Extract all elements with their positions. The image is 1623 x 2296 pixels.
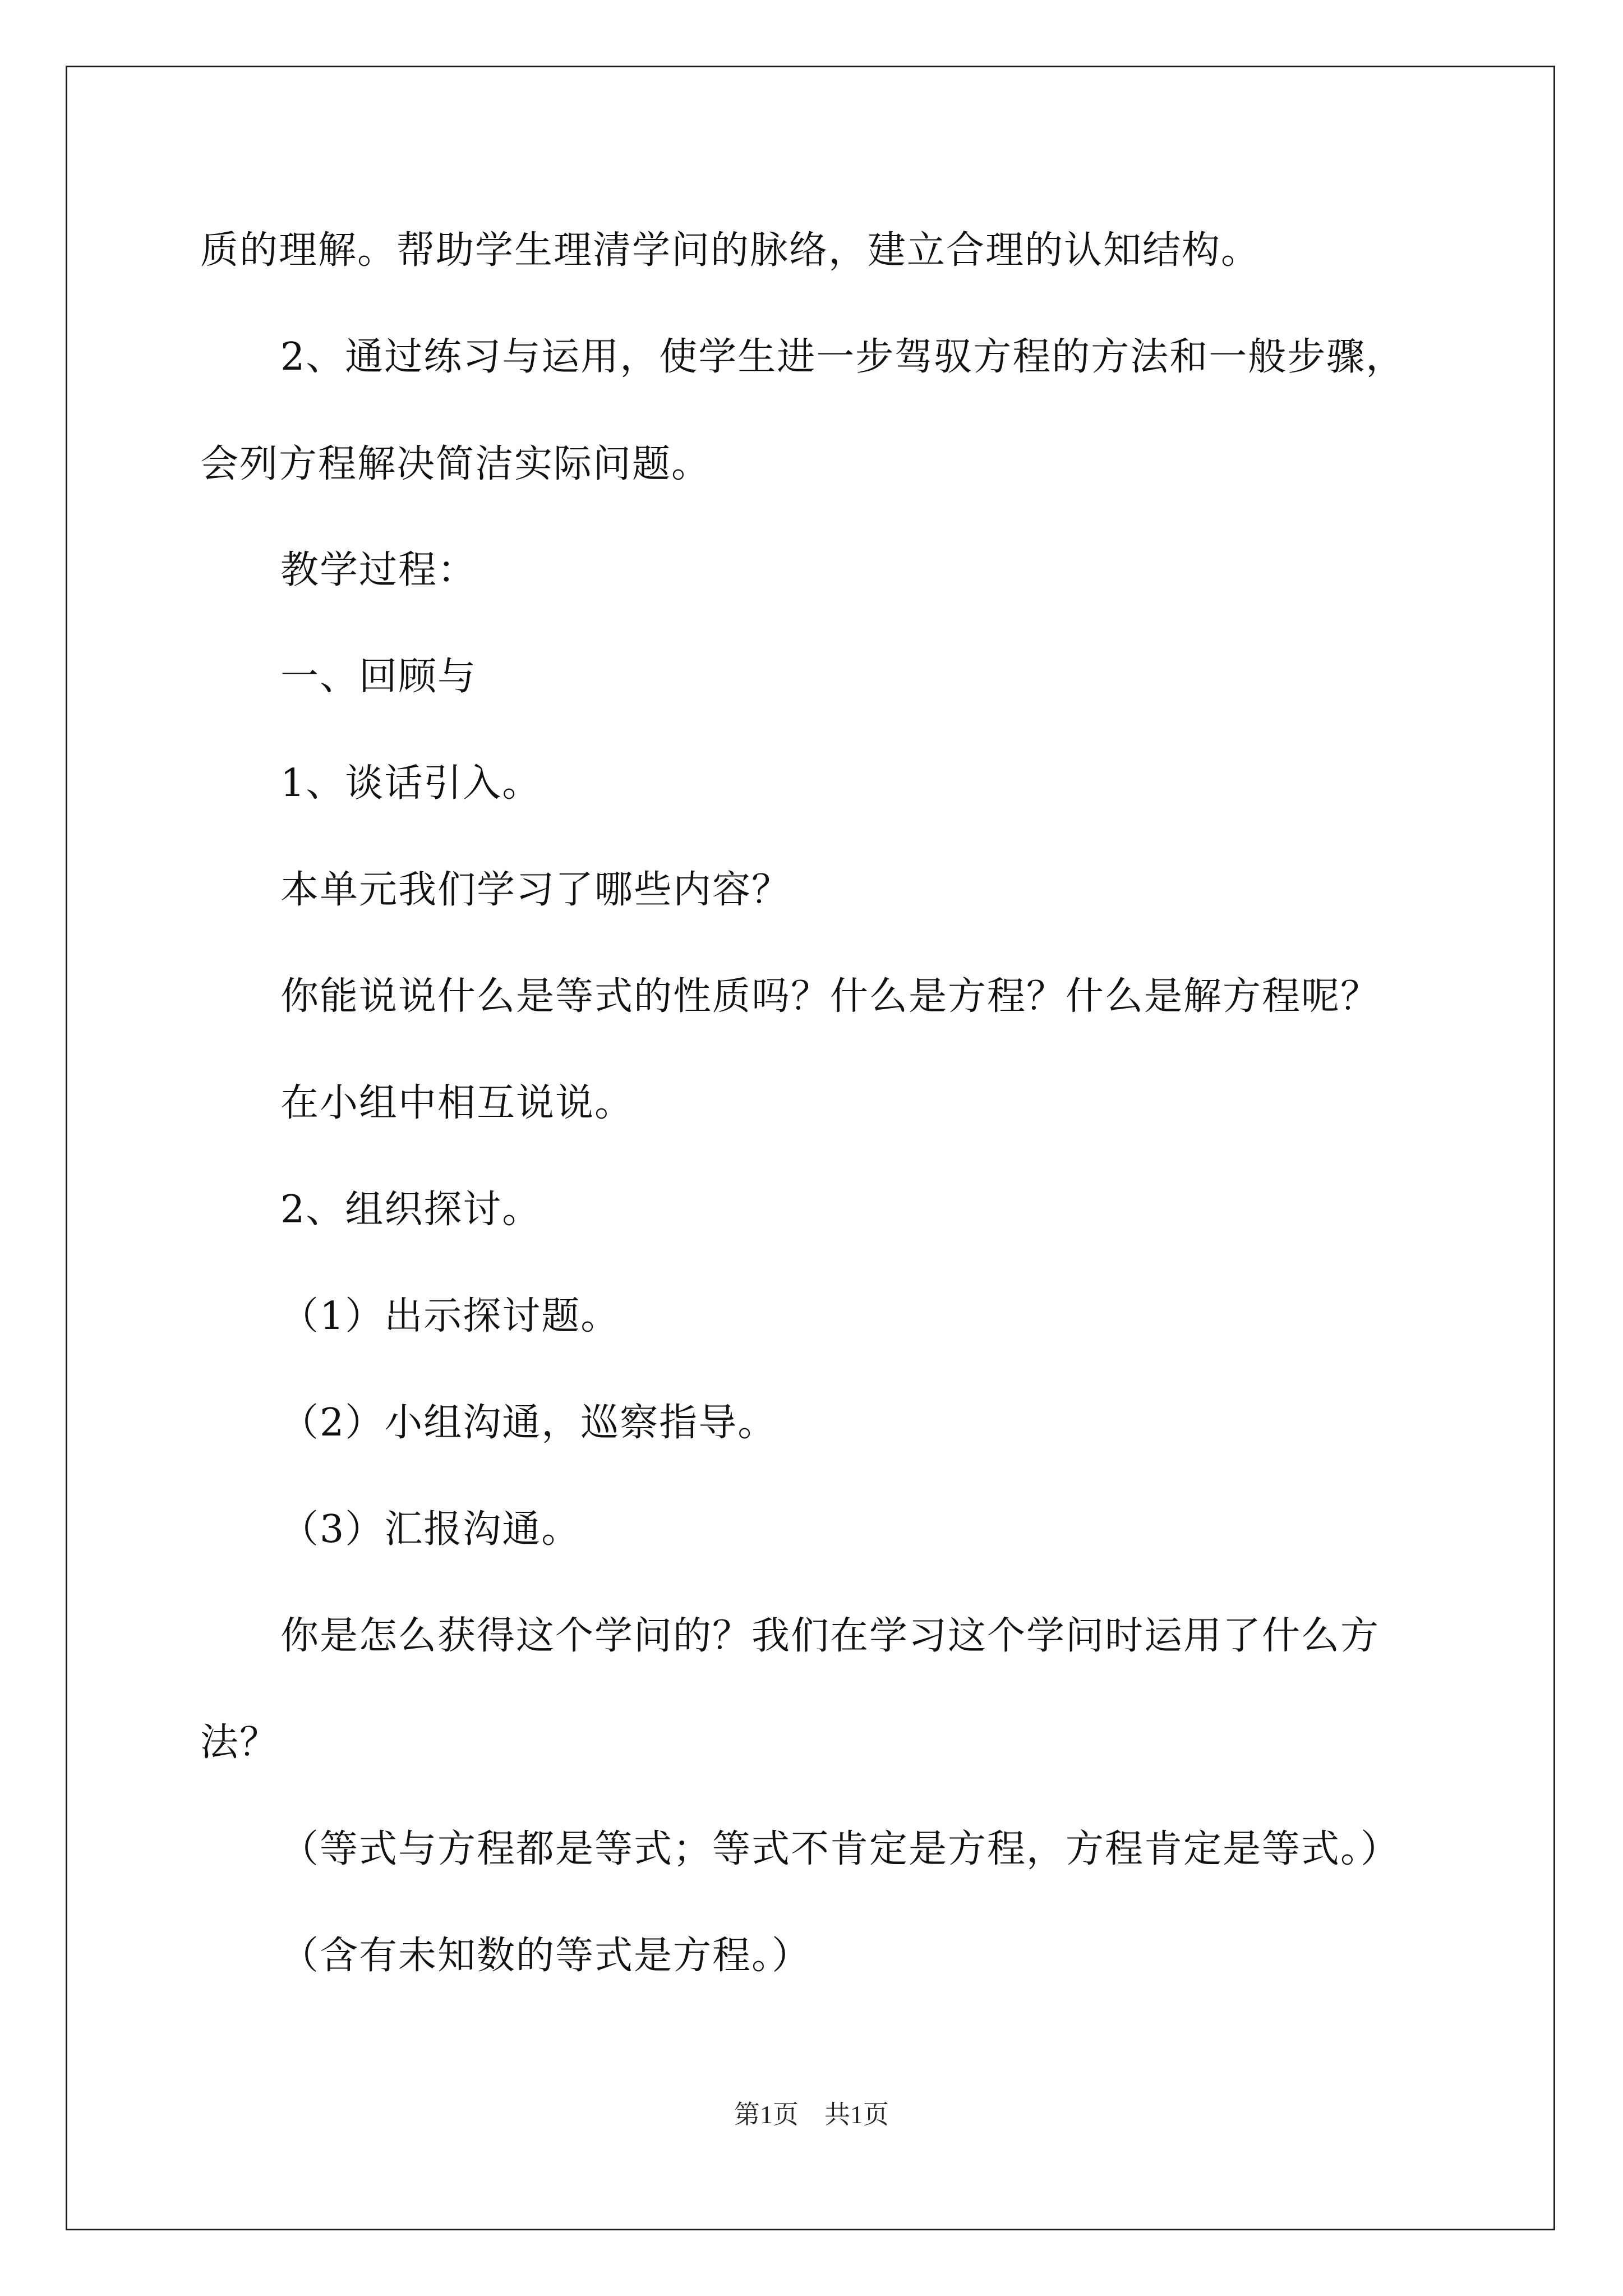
body-line-2: 2、通过练习与运用，使学生进一步驾驭方程的方法和一般步骤， bbox=[280, 335, 1405, 379]
body-line-17: （含有未知数的等式是方程。） bbox=[280, 1934, 811, 1978]
body-line-14: 你是怎么获得这个学问的？我们在学习这个学问时运用了什么方 bbox=[280, 1614, 1380, 1658]
body-line-3: 会列方程解决简洁实际问题。 bbox=[200, 442, 711, 486]
body-line-12: （2）小组沟通，巡察指导。 bbox=[280, 1401, 777, 1445]
body-line-16: （等式与方程都是等式；等式不肯定是方程，方程肯定是等式。） bbox=[280, 1827, 1400, 1871]
body-line-9: 在小组中相互说说。 bbox=[280, 1081, 634, 1125]
body-line-11: （1）出示探讨题。 bbox=[280, 1294, 620, 1338]
body-line-1: 质的理解。帮助学生理清学问的脉络，建立合理的认知结构。 bbox=[200, 228, 1261, 273]
page-number: 第1页 bbox=[734, 2100, 799, 2129]
body-line-4: 教学过程： bbox=[280, 548, 477, 592]
body-line-13: （3）汇报沟通。 bbox=[280, 1507, 581, 1552]
body-line-8: 你能说说什么是等式的性质吗？什么是方程？什么是解方程呢？ bbox=[280, 974, 1380, 1019]
page-total: 共1页 bbox=[824, 2100, 889, 2129]
page-border bbox=[66, 66, 1555, 2230]
body-line-6: 1、谈话引入。 bbox=[280, 761, 542, 806]
body-line-10: 2、组织探讨。 bbox=[280, 1188, 542, 1232]
body-line-5: 一、回顾与 bbox=[280, 655, 477, 699]
body-line-7: 本单元我们学习了哪些内容？ bbox=[280, 868, 791, 912]
body-line-15: 法？ bbox=[200, 1720, 279, 1765]
page-footer bbox=[0, 2098, 1623, 2132]
